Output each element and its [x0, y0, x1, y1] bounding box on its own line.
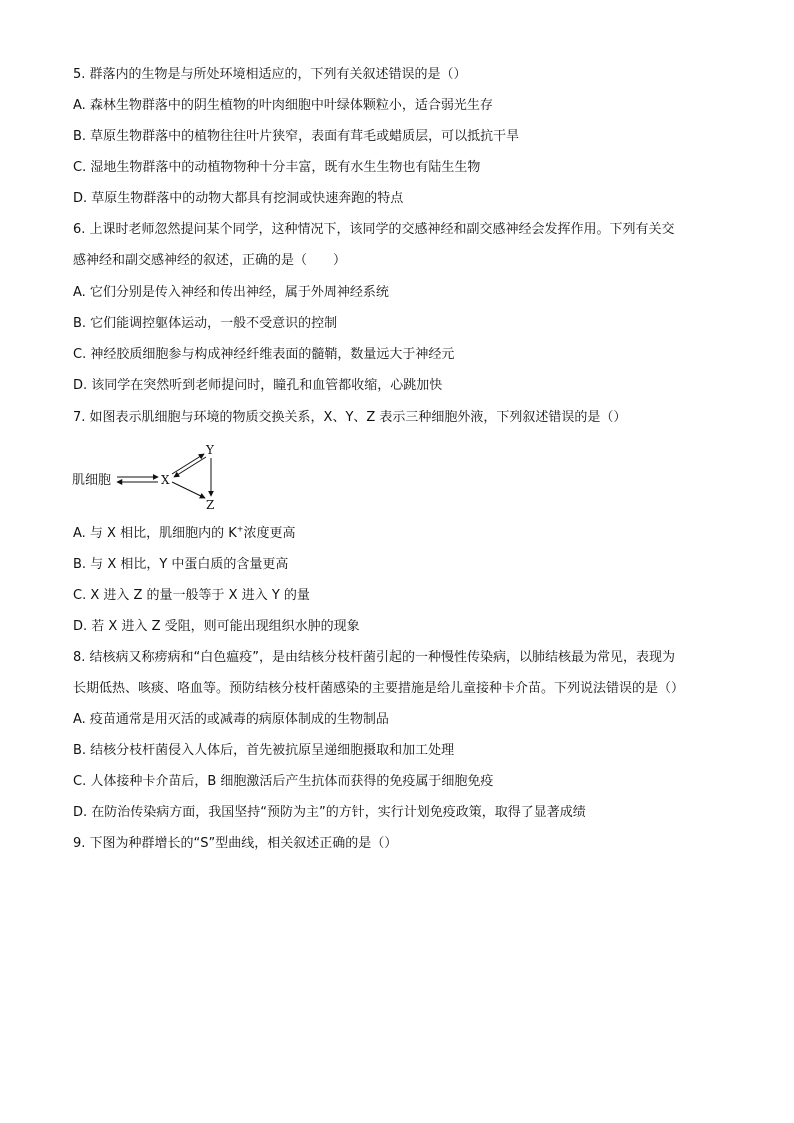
diagram-label-muscle-cell: 肌细胞	[72, 473, 112, 488]
q6-stem-line2: 感神经和副交感神经的叙述，正确的是（ ）	[73, 253, 347, 268]
q5-option-a: A. 森林生物群落中的阴生植物的叶肉细胞中叶绿体颗粒小，适合弱光生存	[73, 98, 493, 113]
q8-stem-line1: 8. 结核病又称痨病和“白色瘟疫”，是由结核分枝杆菌引起的一种慢性传染病，以肺结核最为常见，表现为	[73, 650, 676, 665]
q8-option-b: B. 结核分枝杆菌侵入人体后，首先被抗原呈递细胞摄取和加工处理	[73, 743, 455, 758]
q9-stem: 9. 下图为种群增长的“S”型曲线，相关叙述正确的是（）	[73, 836, 398, 851]
diagram-label-y: Y	[206, 443, 214, 457]
q7-option-b: B. 与 X 相比，Y 中蛋白质的含量更高	[73, 557, 289, 572]
q5-stem: 5. 群落内的生物是与所处环境相适应的，下列有关叙述错误的是（）	[73, 67, 467, 82]
q8-option-a: A. 疫苗通常是用灭活的或减毒的病原体制成的生物制品	[73, 712, 389, 727]
q5-option-b: B. 草原生物群落中的植物往往叶片狭窄，表面有茸毛或蜡质层，可以抵抗干旱	[73, 129, 520, 144]
body-fluid-exchange-diagram	[72, 440, 232, 512]
arrow-x-to-y	[172, 454, 204, 474]
q8-stem-line2: 长期低热、咳痰、咯血等。预防结核分枝杆菌感染的主要措施是给儿童接种卡介苗。下列说法错误的是（）	[73, 681, 685, 696]
arrow-x-to-z	[172, 482, 205, 498]
q6-option-a: A. 它们分别是传入神经和传出神经，属于外周神经系统	[73, 285, 389, 300]
diagram-label-z: Z	[206, 498, 215, 512]
q7-option-d: D. 若 X 进入 Z 受阻，则可能出现组织水肿的现象	[73, 619, 360, 634]
q7-stem: 7. 如图表示肌细胞与环境的物质交换关系，X、Y、Z 表示三种细胞外液，下列叙述错误的是（）	[73, 410, 627, 425]
q5-option-c: C. 湿地生物群落中的动植物物种十分丰富，既有水生生物也有陆生生物	[73, 160, 481, 175]
q8-option-c: C. 人体接种卡介苗后，B 细胞激活后产生抗体而获得的免疫属于细胞免疫	[73, 774, 494, 789]
arrow-y-to-x	[174, 457, 206, 477]
q6-option-d: D. 该同学在突然听到老师提问时，瞳孔和血管都收缩，心跳加快	[73, 378, 443, 393]
q6-stem-line1: 6. 上课时老师忽然提问某个同学，这种情况下，该同学的交感神经和副交感神经会发挥作用。下列有关交	[73, 222, 675, 237]
q6-option-c: C. 神经胶质细胞参与构成神经纤维表面的髓鞘，数量远大于神经元	[73, 347, 455, 362]
q6-option-b: B. 它们能调控躯体运动，一般不受意识的控制	[73, 316, 338, 331]
diagram-label-x: X	[161, 473, 170, 487]
q7-option-a: A. 与 X 相比，肌细胞内的 K+浓度更高	[73, 524, 296, 541]
q8-option-d: D. 在防治传染病方面，我国坚持“预防为主”的方针，实行计划免疫政策，取得了显著成绩	[73, 805, 586, 820]
q5-option-d: D. 草原生物群落中的动物大都具有挖洞或快速奔跑的特点	[73, 191, 404, 206]
q7-option-c: C. X 进入 Z 的量一般等于 X 进入 Y 的量	[73, 588, 310, 603]
